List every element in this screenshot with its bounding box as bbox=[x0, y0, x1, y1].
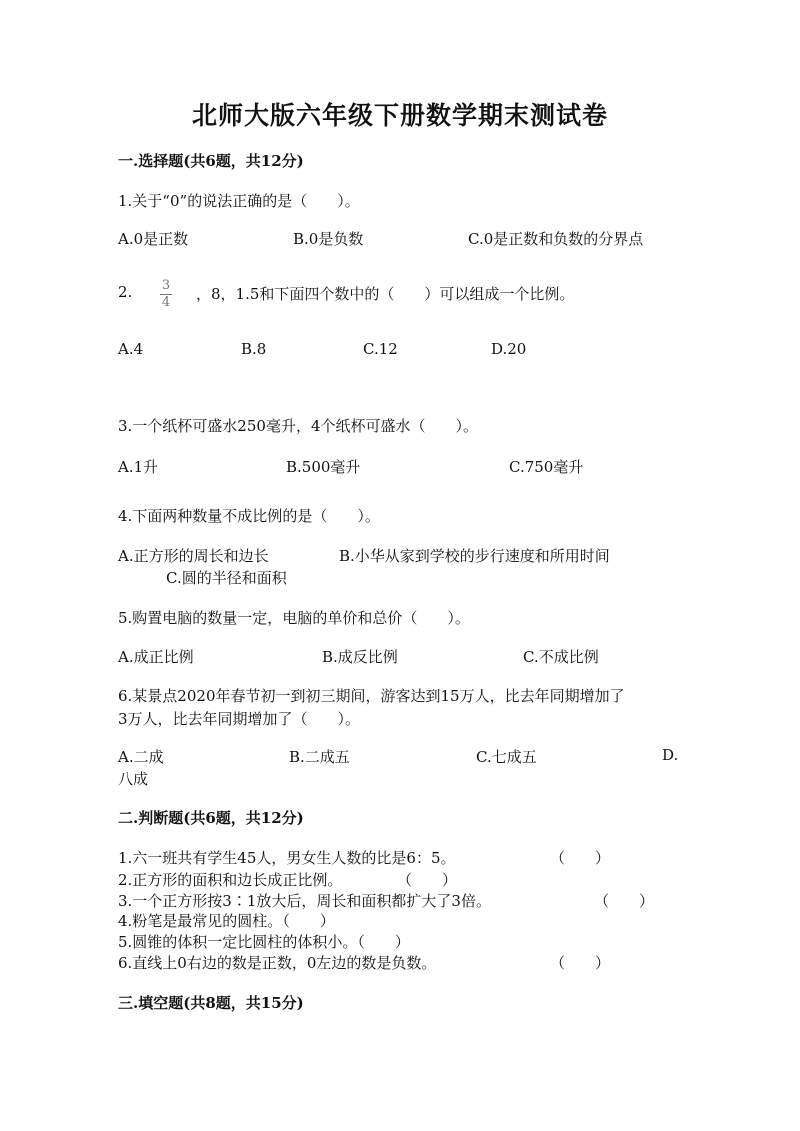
fraction-numerator: 3 bbox=[161, 278, 171, 293]
question-6-option-d-letter: D. bbox=[662, 746, 679, 764]
question-5-option-c: C.不成比例 bbox=[523, 648, 599, 666]
question-2-option-b: B.8 bbox=[241, 340, 267, 358]
question-6-option-b: B.二成五 bbox=[289, 748, 350, 766]
question-6-stem-line-2: 3万人，比去年同期增加了（ ）。 bbox=[118, 710, 361, 728]
section-heading-judge: 二.判断题(共6题，共12分) bbox=[118, 809, 304, 827]
question-6-stem-line-1: 6.某景点2020年春节初一到初三期间，游客达到15万人，比去年同期增加了 bbox=[118, 687, 625, 705]
question-6-option-c: C.七成五 bbox=[476, 748, 537, 766]
judge-1-text: 1.六一班共有学生45人，男女生人数的比是6：5。 bbox=[118, 849, 456, 867]
judge-6-text: 6.直线上0右边的数是正数，0左边的数是负数。 bbox=[118, 954, 437, 972]
question-4-option-c: C.圆的半径和面积 bbox=[166, 569, 287, 587]
question-1-stem: 1.关于“0”的说法正确的是（ ）。 bbox=[118, 192, 360, 210]
judge-2-answer-blank: （ ） bbox=[397, 871, 458, 889]
question-5-option-a: A.成正比例 bbox=[118, 648, 194, 666]
judge-3-answer-blank: （ ） bbox=[594, 892, 655, 910]
question-6-option-d-text: 八成 bbox=[118, 770, 149, 788]
judge-2-text: 2.正方形的面积和边长成正比例。 bbox=[118, 871, 343, 889]
question-1-option-a: A.0是正数 bbox=[118, 230, 189, 248]
question-3-stem: 3.一个纸杯可盛水250毫升，4个纸杯可盛水（ ）。 bbox=[118, 417, 478, 435]
question-3-option-c: C.750毫升 bbox=[509, 458, 584, 476]
question-4-option-a: A.正方形的周长和边长 bbox=[118, 547, 269, 565]
page-title: 北师大版六年级下册数学期末测试卷 bbox=[191, 101, 608, 130]
question-2-option-a: A.4 bbox=[118, 340, 144, 358]
question-3-option-b: B.500毫升 bbox=[286, 458, 361, 476]
judge-4-text: 4.粉笔是最常见的圆柱。（ ） bbox=[118, 912, 335, 930]
judge-3-text: 3.一个正方形按3∶1放大后，周长和面积都扩大了3倍。 bbox=[118, 892, 491, 910]
question-5-option-b: B.成反比例 bbox=[322, 648, 398, 666]
question-1-option-c: C.0是正数和负数的分界点 bbox=[468, 230, 644, 248]
question-1-option-b: B.0是负数 bbox=[293, 230, 364, 248]
question-2-option-c: C.12 bbox=[363, 340, 398, 358]
question-3-option-a: A.1升 bbox=[118, 458, 159, 476]
question-6-option-a: A.二成 bbox=[118, 748, 164, 766]
question-2-fraction bbox=[160, 274, 172, 310]
fraction-denominator: 4 bbox=[161, 295, 171, 310]
judge-6-answer-blank: （ ） bbox=[550, 954, 611, 972]
question-2-number: 2. bbox=[118, 283, 133, 301]
judge-1-answer-blank: （ ） bbox=[550, 849, 611, 867]
question-5-stem: 5.购置电脑的数量一定，电脑的单价和总价（ ）。 bbox=[118, 609, 470, 627]
section-heading-fill: 三.填空题(共8题，共15分) bbox=[118, 994, 304, 1012]
judge-5-text: 5.圆锥的体积一定比圆柱的体积小。（ ） bbox=[118, 933, 410, 951]
question-2-option-d: D.20 bbox=[491, 340, 527, 358]
section-heading-choice: 一.选择题(共6题，共12分) bbox=[118, 152, 304, 170]
question-2-stem: ，8，1.5和下面四个数中的（ ）可以组成一个比例。 bbox=[196, 285, 575, 303]
question-4-option-b: B.小华从家到学校的步行速度和所用时间 bbox=[339, 547, 610, 565]
question-4-stem: 4.下面两种数量不成比例的是（ ）。 bbox=[118, 507, 380, 525]
